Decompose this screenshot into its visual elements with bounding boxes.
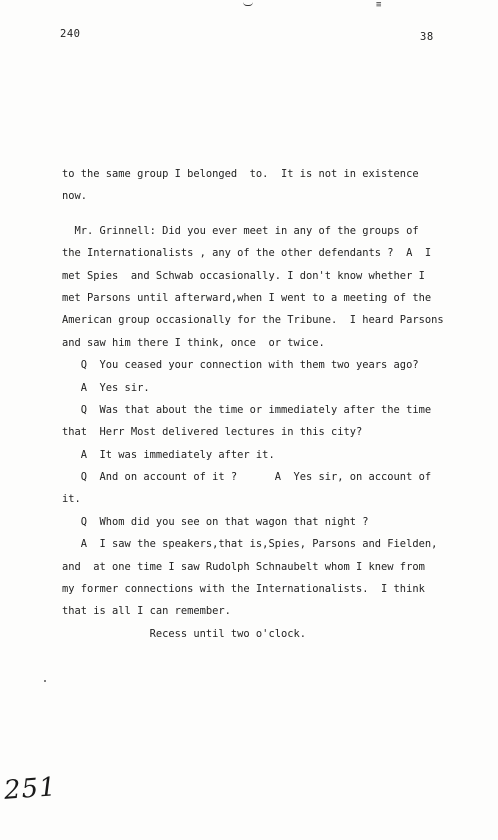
transcript-line: and saw him there I think, once or twice. [62,336,325,349]
transcript-line: A It was immediately after it. [62,448,275,461]
top-mark-curve [243,2,253,6]
transcript-line: to the same group I belonged to. It is not in existence [62,168,419,180]
transcript-line: my former connections with the Internationalists. I think [62,583,425,596]
top-mark-symbol: ≡ [376,0,382,10]
right-page-number: 38 [420,31,434,43]
transcript-line: that is all I can remember. [62,605,231,618]
transcript-line: Q Was that about the time or immediately after the time [62,403,432,416]
transcript-line: Mr. Grinnell: Did you ever meet in any of the groups of [62,224,419,237]
transcript-line-gap [62,208,447,220]
transcript-line: that Herr Most delivered lectures in this city? [62,426,363,439]
transcript-line: American group occasionally for the Tribune. I heard Parsons [62,314,444,327]
transcript-line: A I saw the speakers,that is,Spies, Parsons and Fielden, [62,538,438,551]
transcript-line: Q Whom did you see on that wagon that night ? [62,515,369,528]
transcript-line: it. [62,493,81,506]
transcript-line: met Spies and Schwab occasionally. I don't know whether I [62,269,425,282]
transcript-body [62,163,447,645]
transcript-line: and at one time I saw Rudolph Schnaubelt whom I knew from [62,560,425,573]
left-page-number: 240 [60,28,81,40]
transcript-line: the Internationalists , any of the other defendants ? A I [62,247,432,260]
transcript-line: Q You ceased your connection with them two years ago? [62,359,419,372]
transcript-line-recess: Recess until two o'clock. [62,627,306,640]
handwritten-page-number: 251 [3,772,58,806]
transcript-line: Q And on account of it ? A Yes sir, on account of [62,471,432,484]
transcript-line: A Yes sir. [62,381,150,394]
ink-speck [44,680,46,682]
transcript-line: now. [62,190,88,203]
transcript-line: met Parsons until afterward,when I went to a meeting of the [62,291,432,304]
